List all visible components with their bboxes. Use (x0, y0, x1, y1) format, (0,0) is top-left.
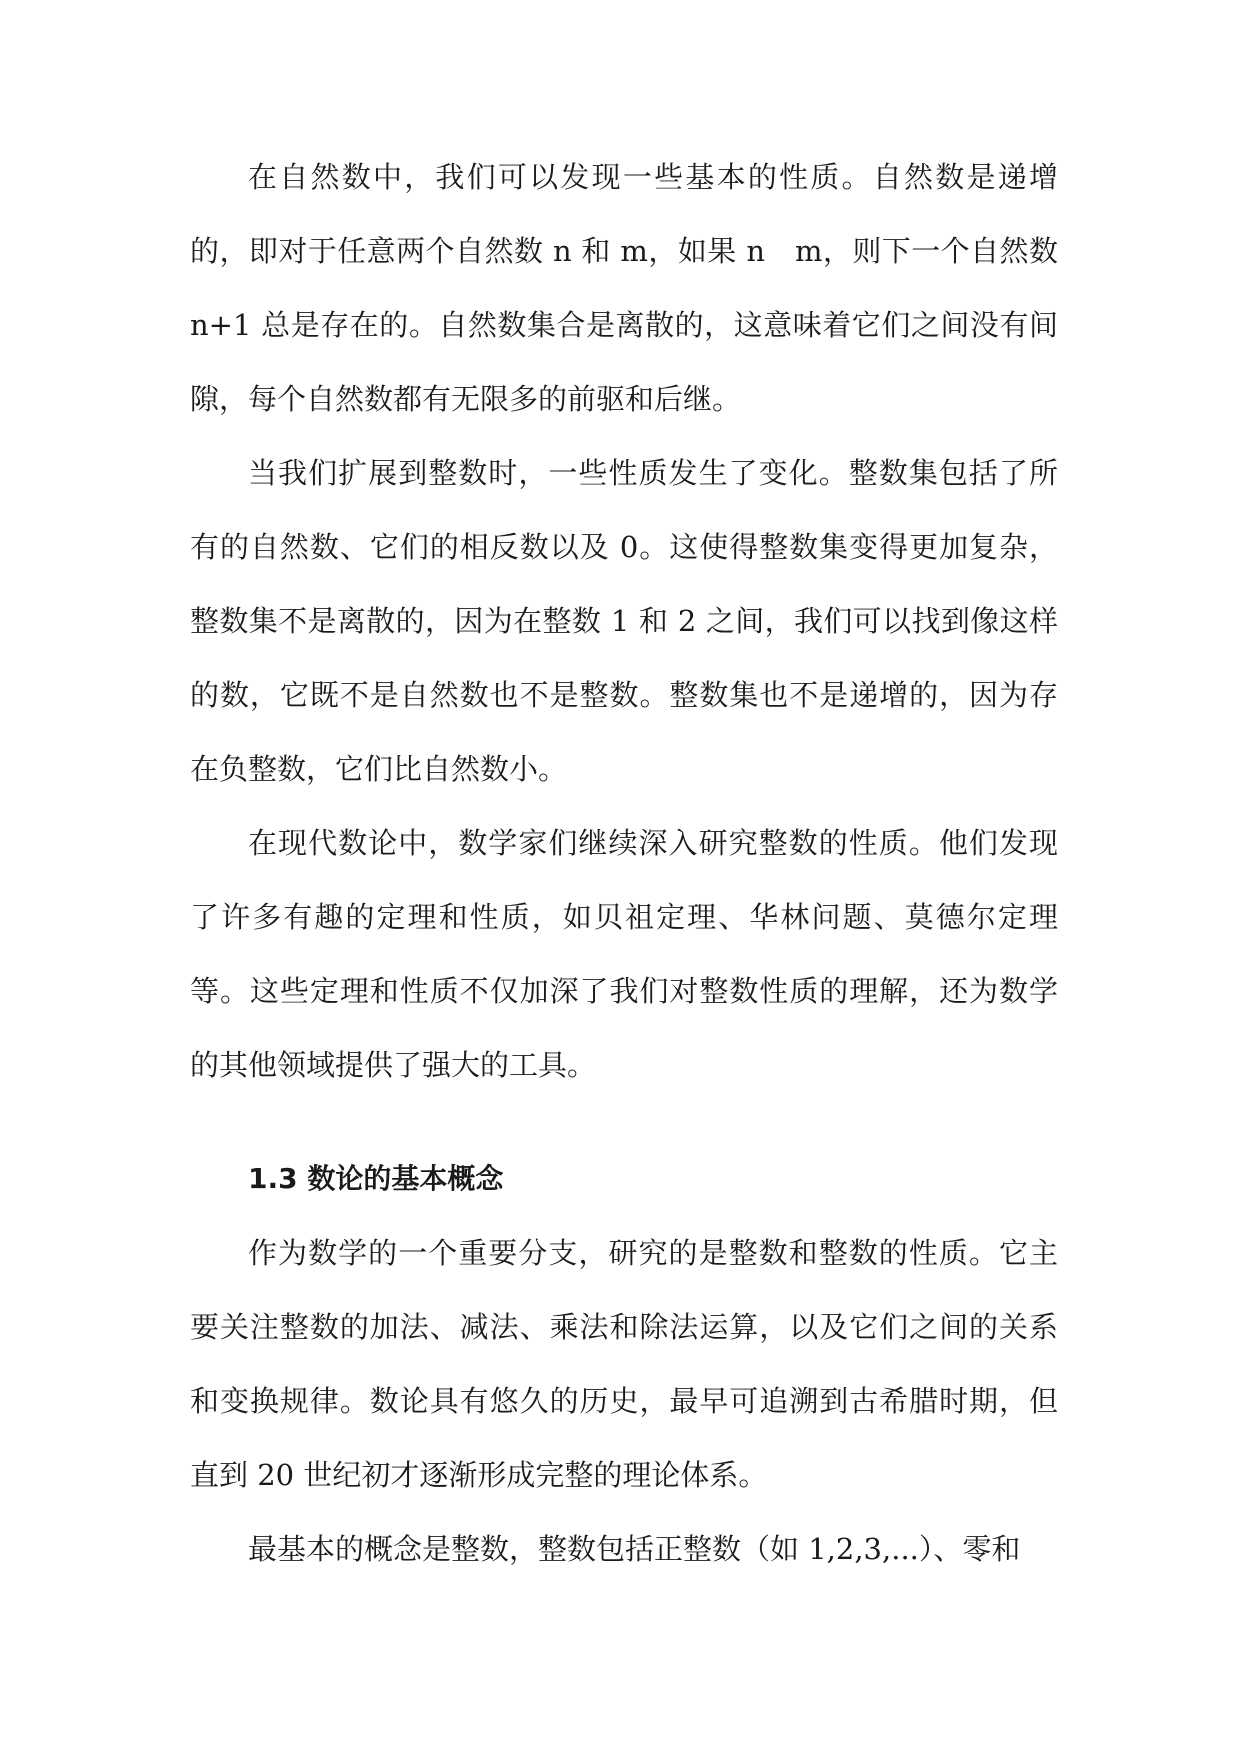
paragraph-modern-number-theory: 在现代数论中，数学家们继续深入研究整数的性质。他们发现了许多有趣的定理和性质，如贝祖定理、华林问题、莫德尔定理等。这些定理和性质不仅加深了我们对整数性质的理解，还为数学的其他领域提供了强大的工具。 (190, 826, 1058, 1082)
paragraph-number-theory-definition: 作为数学的一个重要分支，研究的是整数和整数的性质。它主要关注整数的加法、减法、乘法和除法运算，以及它们之间的关系和变换规律。数论具有悠久的历史，最早可追溯到古希腊时期，但直到 20 世纪初才逐渐形成完整的理论体系。 (190, 1236, 1058, 1492)
paragraph-basic-concepts: 最基本的概念是整数，整数包括正整数（如 1,2,3,...）、零和 (248, 1532, 1021, 1566)
paragraph-natural-number-properties: 在自然数中，我们可以发现一些基本的性质。自然数是递增的，即对于任意两个自然数 n 和 m，如果 n m，则下一个自然数 n+1 总是存在的。自然数集合是离散的，这意味着它们之间没有间隙，每个自然数都有无限多的前驱和后继。 (190, 160, 1058, 416)
section-heading: 1.3 数论的基本概念 (248, 1162, 504, 1195)
document-page (190, 140, 1058, 1586)
paragraph-integer-extension: 当我们扩展到整数时，一些性质发生了变化。整数集包括了所有的自然数、它们的相反数以及 0。这使得整数集变得更加复杂，整数集不是离散的，因为在整数 1 和 2 之间，我们可以找到像这样的数，它既不是自然数也不是整数。整数集也不是递增的，因为存在负整数，它们比自然数小。 (190, 456, 1058, 786)
